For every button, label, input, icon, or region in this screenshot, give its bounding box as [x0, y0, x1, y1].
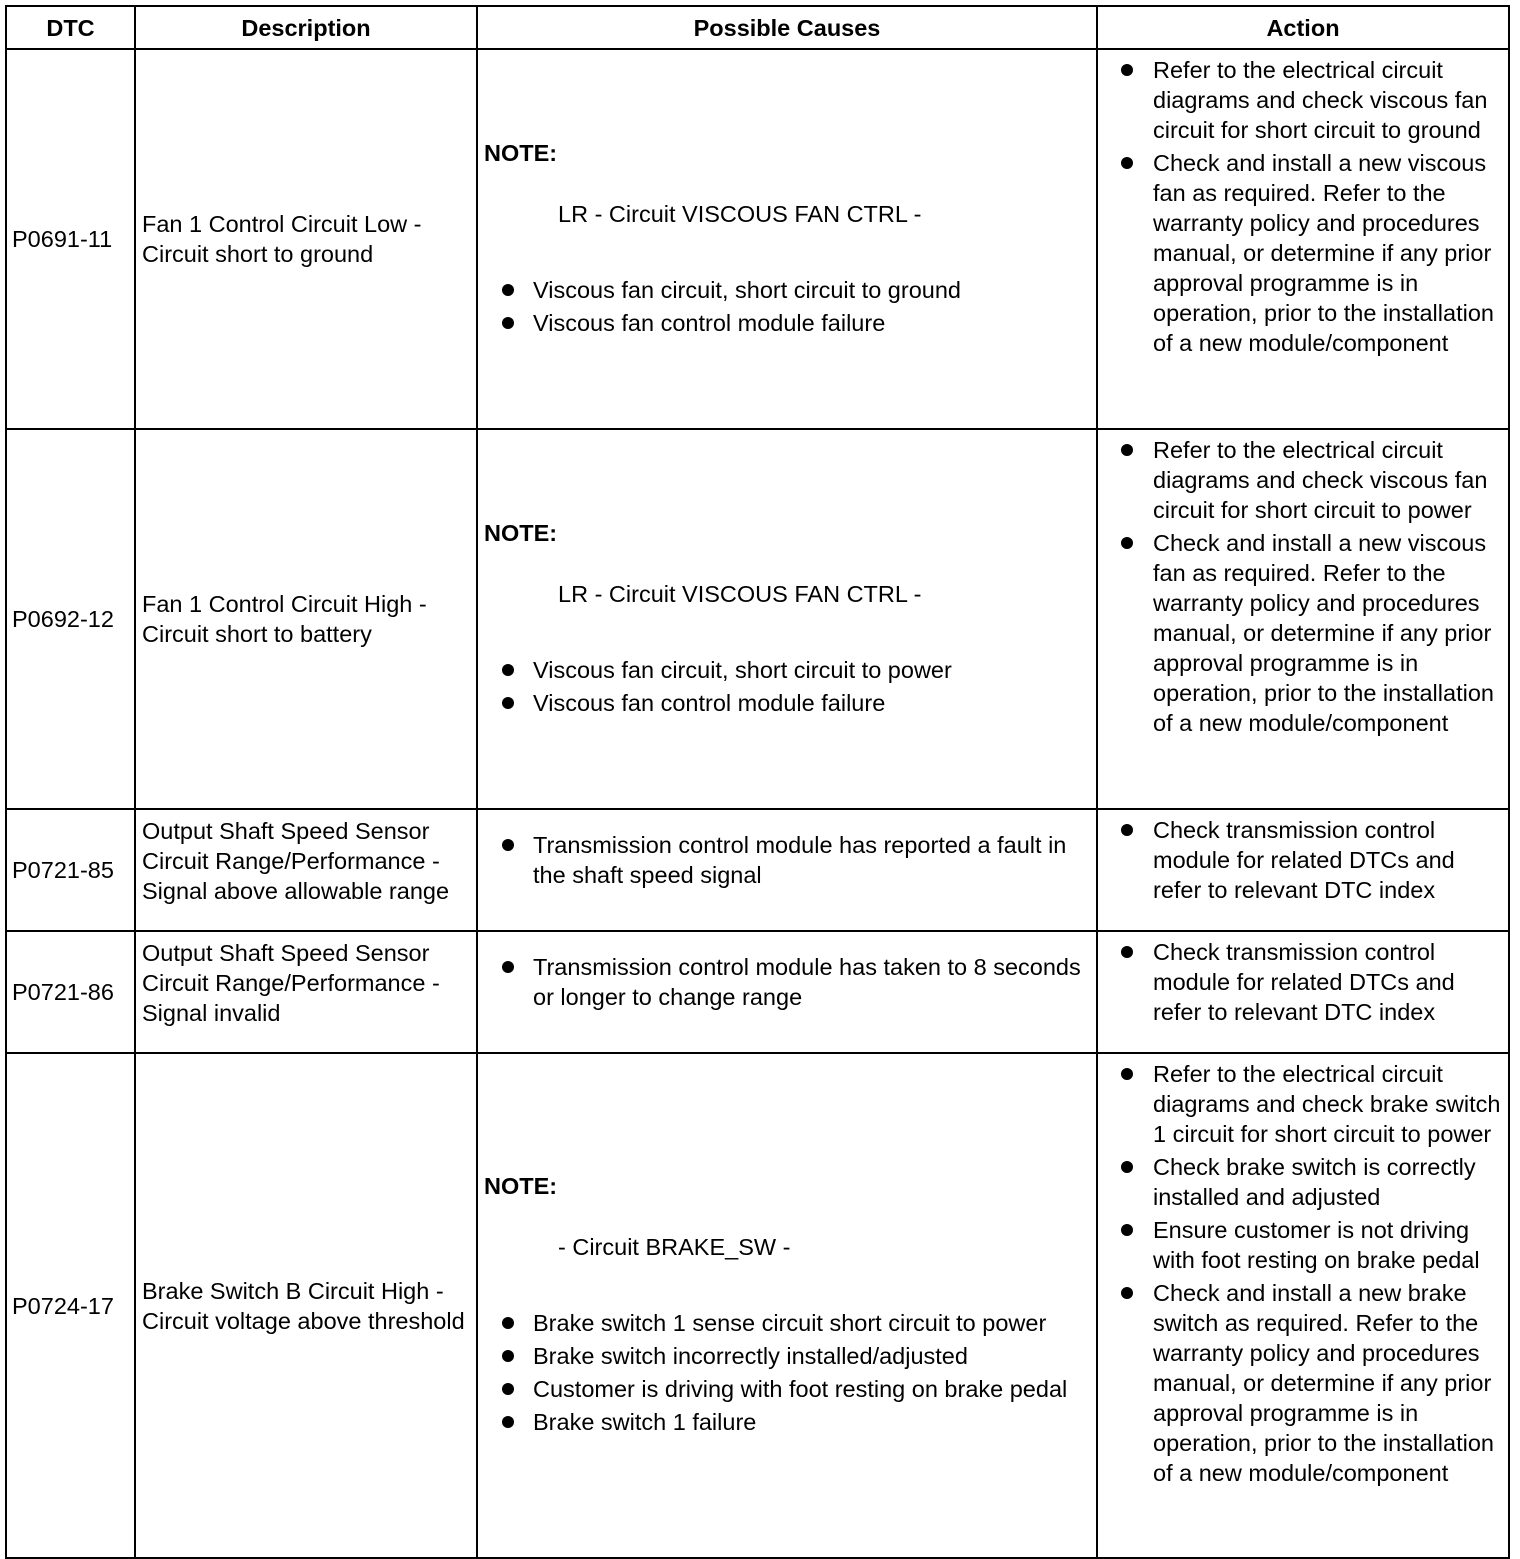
table-row — [6, 429, 1509, 809]
table-row — [6, 1053, 1509, 1558]
note-label: NOTE: — [484, 1173, 558, 1199]
possible-causes-cell — [477, 931, 1097, 1053]
table-row — [6, 809, 1509, 931]
cause-item: Brake switch 1 sense circuit short circuit to power — [484, 1308, 1088, 1338]
dtc-description: Output Shaft Speed Sensor Circuit Range/Performance - Signal invalid — [135, 931, 477, 1053]
cause-item: Customer is driving with foot resting on brake pedal — [484, 1374, 1088, 1404]
dtc-description: Output Shaft Speed Sensor Circuit Range/Performance - Signal above allowable range — [135, 809, 477, 931]
action-item: Check transmission control module for related DTCs and refer to relevant DTC index — [1098, 937, 1504, 1027]
action-item: Check transmission control module for related DTCs and refer to relevant DTC index — [1098, 815, 1504, 905]
dtc-description: Fan 1 Control Circuit Low - Circuit short to ground — [135, 49, 477, 429]
causes-list — [484, 830, 1088, 890]
action-item: Refer to the electrical circuit diagrams and check brake switch 1 circuit for short circuit to power — [1098, 1059, 1504, 1149]
action-item: Refer to the electrical circuit diagrams and check viscous fan circuit for short circuit to power — [1098, 435, 1504, 525]
action-cell — [1097, 931, 1509, 1053]
cause-item: Viscous fan control module failure — [484, 308, 1088, 338]
cause-item: Viscous fan control module failure — [484, 688, 1088, 718]
actions-list — [1098, 937, 1504, 1027]
cause-item: Viscous fan circuit, short circuit to ground — [484, 275, 1088, 305]
header-dtc: DTC — [6, 6, 135, 49]
circuit-reference: LR - Circuit VISCOUS FAN CTRL - — [558, 200, 922, 227]
header-row — [6, 6, 1509, 49]
causes-list — [484, 655, 1088, 718]
possible-causes-cell — [477, 1053, 1097, 1558]
header-action: Action — [1097, 6, 1509, 49]
action-cell — [1097, 429, 1509, 809]
actions-list — [1098, 435, 1504, 738]
dtc-code: P0721-85 — [6, 809, 135, 931]
table-row — [6, 931, 1509, 1053]
table-row — [6, 49, 1509, 429]
dtc-code: P0721-86 — [6, 931, 135, 1053]
dtc-table — [5, 5, 1510, 1559]
circuit-reference: - Circuit BRAKE_SW - — [558, 1234, 791, 1260]
possible-causes-cell — [477, 809, 1097, 931]
action-item: Ensure customer is not driving with foot resting on brake pedal — [1098, 1215, 1504, 1275]
actions-list — [1098, 815, 1504, 905]
cause-item: Transmission control module has reported a fault in the shaft speed signal — [484, 830, 1088, 890]
circuit-reference: LR - Circuit VISCOUS FAN CTRL - — [558, 580, 922, 607]
note-label: NOTE: — [484, 139, 558, 166]
action-cell — [1097, 809, 1509, 931]
cause-item: Brake switch 1 failure — [484, 1407, 1088, 1437]
causes-list — [484, 1308, 1088, 1437]
dtc-code: P0724-17 — [6, 1053, 135, 1558]
note-label: NOTE: — [484, 519, 558, 546]
header-description: Description — [135, 6, 477, 49]
cause-item: Viscous fan circuit, short circuit to power — [484, 655, 1088, 685]
action-item: Check and install a new viscous fan as required. Refer to the warranty policy and procedures manual, or determine if any prior approval programme is in operation, prior to the installation of a new module/component — [1098, 148, 1504, 358]
possible-causes-cell — [477, 49, 1097, 429]
action-item: Check and install a new viscous fan as required. Refer to the warranty policy and procedures manual, or determine if any prior approval programme is in operation, prior to the installation of a new module/component — [1098, 528, 1504, 738]
actions-list — [1098, 55, 1504, 358]
actions-list — [1098, 1059, 1504, 1488]
causes-list — [484, 275, 1088, 338]
dtc-description: Fan 1 Control Circuit High - Circuit short to battery — [135, 429, 477, 809]
possible-causes-cell — [477, 429, 1097, 809]
dtc-code: P0692-12 — [6, 429, 135, 809]
cause-item: Brake switch incorrectly installed/adjusted — [484, 1341, 1088, 1371]
action-cell — [1097, 49, 1509, 429]
action-cell — [1097, 1053, 1509, 1558]
dtc-code: P0691-11 — [6, 49, 135, 429]
cause-item: Transmission control module has taken to 8 seconds or longer to change range — [484, 952, 1088, 1012]
causes-list — [484, 952, 1088, 1012]
action-item: Check brake switch is correctly installed and adjusted — [1098, 1152, 1504, 1212]
action-item: Check and install a new brake switch as required. Refer to the warranty policy and procedures manual, or determine if any prior approval programme is in operation, prior to the installation of a new module/component — [1098, 1278, 1504, 1488]
dtc-description: Brake Switch B Circuit High - Circuit voltage above threshold — [135, 1053, 477, 1558]
action-item: Refer to the electrical circuit diagrams and check viscous fan circuit for short circuit to ground — [1098, 55, 1504, 145]
header-possible-causes: Possible Causes — [477, 6, 1097, 49]
